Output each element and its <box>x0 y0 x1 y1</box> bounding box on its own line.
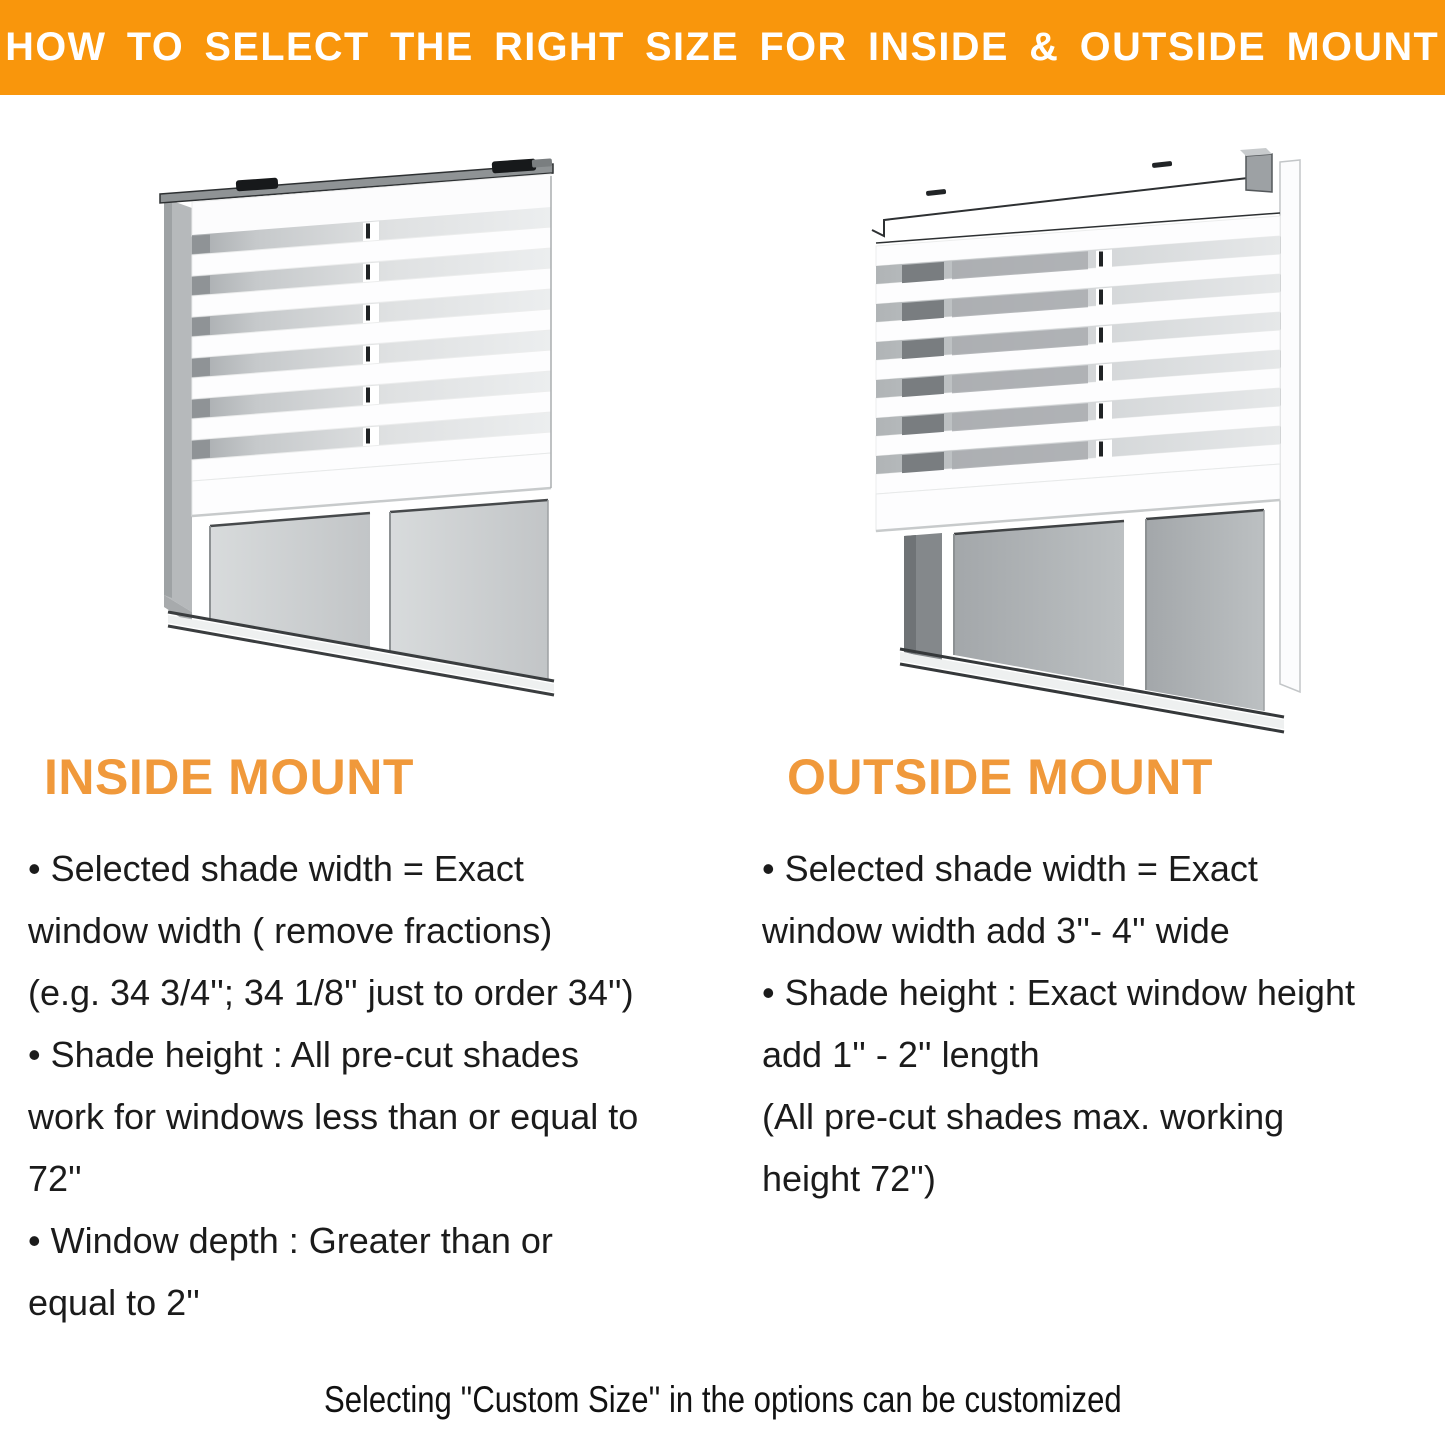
banner <box>0 0 1445 95</box>
banner-title: HOW TO SELECT THE RIGHT SIZE FOR INSIDE & OUTSIDE MOUNT <box>5 25 1440 69</box>
outside-mount-bullets <box>762 838 1445 1210</box>
bullet-line: • Shade height : All pre-cut shades <box>28 1034 579 1075</box>
screw-slot <box>1152 161 1172 168</box>
glass-pane-left <box>954 521 1124 686</box>
bullet-line: 72'' <box>28 1158 82 1199</box>
zebra-shade <box>876 213 1280 531</box>
zebra-shade <box>192 174 551 516</box>
bullet-line: window width ( remove fractions) <box>28 910 553 951</box>
bullet-line: (e.g. 34 3/4''; 34 1/8'' just to order 34'') <box>28 972 634 1013</box>
outside-mount-illustration <box>856 146 1336 746</box>
bullet-line: window width add 3''- 4'' wide <box>762 910 1230 951</box>
mounting-bracket <box>1246 154 1272 192</box>
window-left-jamb <box>164 198 192 625</box>
inside-mount-heading: INSIDE MOUNT <box>44 749 414 805</box>
glass-pane-right <box>390 500 548 680</box>
screw-slot <box>926 189 946 196</box>
footer-note: Selecting ''Custom Size'' in the options can be customized <box>323 1379 1122 1420</box>
bullet-line: equal to 2'' <box>28 1282 200 1323</box>
inside-mount-illustration <box>148 150 558 715</box>
bullet-line: • Shade height : Exact window height <box>762 972 1355 1013</box>
bullet-line: • Window depth : Greater than or <box>28 1220 553 1261</box>
bullet-line: height 72'') <box>762 1158 936 1199</box>
inside-mount-bullets <box>28 838 722 1334</box>
bullet-line: work for windows less than or equal to <box>28 1096 639 1137</box>
lower-window-glass <box>900 510 1284 732</box>
bullet-line: add 1'' - 2'' length <box>762 1034 1040 1075</box>
shade-side-rail <box>1280 160 1300 692</box>
inside-mount-window-drawing <box>148 150 558 715</box>
lower-window-glass <box>168 500 554 695</box>
bullet-line: • Selected shade width = Exact <box>762 848 1258 889</box>
glass-pane-right <box>1146 510 1264 711</box>
bullet-line: (All pre-cut shades max. working <box>762 1096 1285 1137</box>
outside-mount-heading: OUTSIDE MOUNT <box>787 749 1213 805</box>
bullet-line: • Selected shade width = Exact <box>28 848 524 889</box>
outside-mount-window-drawing <box>856 146 1336 746</box>
footer-note-row <box>0 1378 1445 1422</box>
